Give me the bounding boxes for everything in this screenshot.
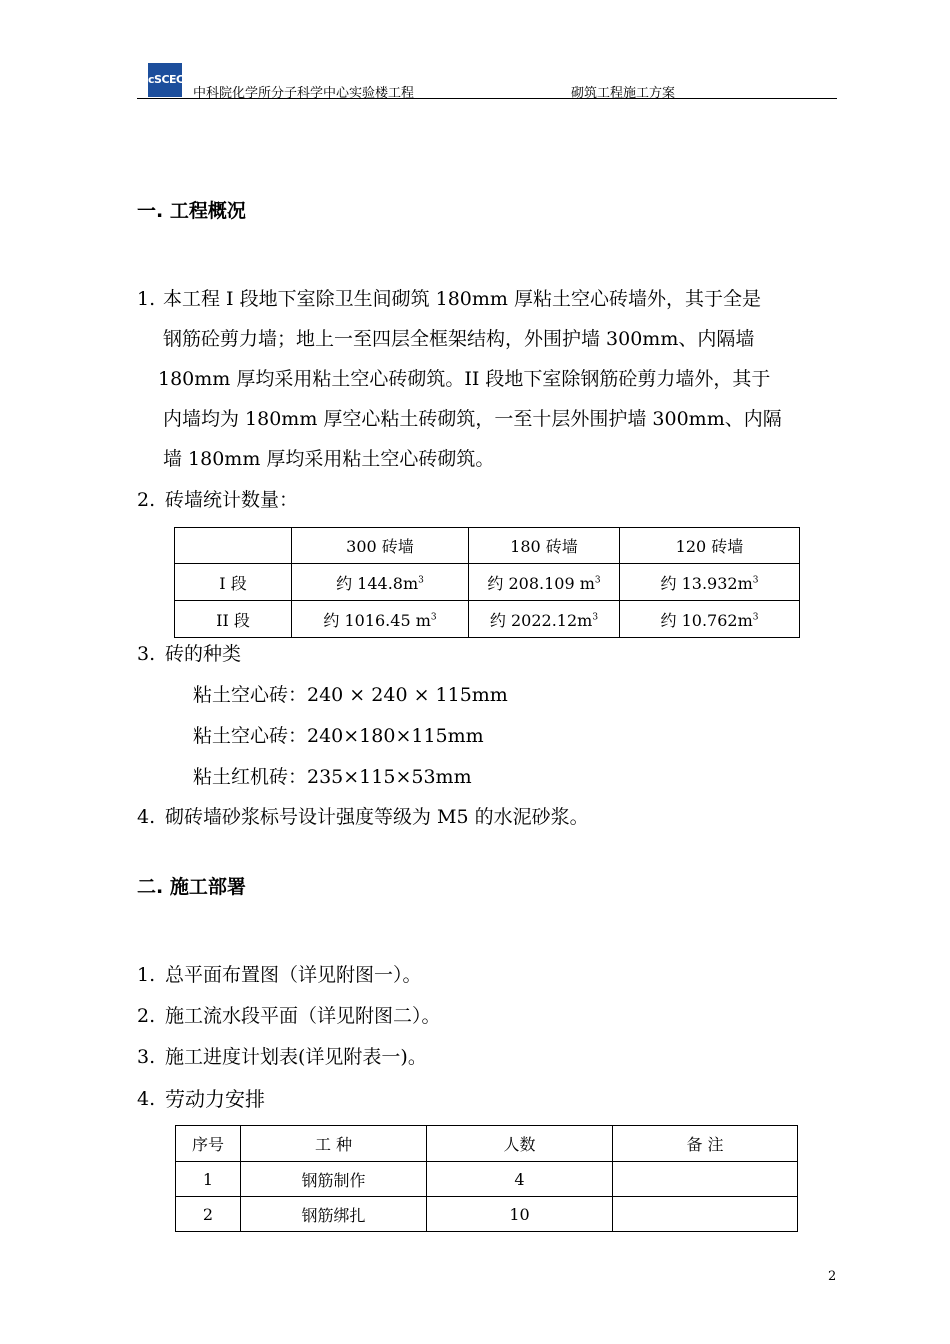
brick-type-3: 粘土红机砖：235×115×53mm xyxy=(193,766,472,788)
table-row-label: II 段 xyxy=(175,601,292,638)
item3-number: 3. xyxy=(137,643,156,665)
table-cell: 钢筋制作 xyxy=(241,1162,427,1197)
header-project-name: 中科院化学所分子科学中心实验楼工程 xyxy=(193,86,415,101)
table-header-cell: 120 砖墙 xyxy=(620,528,800,564)
s2-item-number: 1. xyxy=(137,964,156,986)
item1-number: 1. xyxy=(137,288,156,310)
section1-heading: 一. 工程概况 xyxy=(137,200,246,222)
table-row xyxy=(175,564,800,601)
table-cell: 约 $13.932m^3$ xyxy=(620,564,800,601)
labor-table xyxy=(175,1125,798,1232)
table-header-cell: 300 砖墙 xyxy=(292,528,469,564)
table-header-cell: 序号 xyxy=(176,1126,241,1162)
s2-item-number: 4. xyxy=(137,1088,156,1110)
header-doc-title: 砌筑工程施工方案 xyxy=(571,86,676,101)
brick-type-1: 粘土空心砖：240 × 240 × 115mm xyxy=(193,684,508,706)
s2-item-number: 3. xyxy=(137,1046,156,1068)
item1-line-4: 内墙均为 180mm 厚空心粘土砖砌筑，一至十层外围护墙 300mm、内隔 xyxy=(163,408,782,430)
table-cell: 2 xyxy=(176,1197,241,1232)
item3-text: 砖的种类 xyxy=(165,643,242,665)
section2-heading: 二. 施工部署 xyxy=(137,876,246,898)
item2-text: 砖墙统计数量： xyxy=(165,489,299,511)
table-header-cell: 备 注 xyxy=(613,1126,798,1162)
item2-number: 2. xyxy=(137,489,156,511)
table-cell: 约 208.109 $m^3$ xyxy=(469,564,620,601)
table-cell: 钢筋绑扎 xyxy=(241,1197,427,1232)
item4-text: 砌砖墙砂浆标号设计强度等级为 M5 的水泥砂浆。 xyxy=(165,806,589,828)
s2-item-number: 2. xyxy=(137,1005,156,1027)
table-header-cell: 工 种 xyxy=(241,1126,427,1162)
header-rule xyxy=(137,98,837,99)
page-number: 2 xyxy=(828,1269,837,1284)
table-cell: 约 1016.45 $m^3$ xyxy=(292,601,469,638)
s2-item-text: 总平面布置图（详见附图一）。 xyxy=(165,964,422,986)
table-cell: 约 $10.762m^3$ xyxy=(620,601,800,638)
table-cell: 约 $144.8m^3$ xyxy=(292,564,469,601)
item4-number: 4. xyxy=(137,806,156,828)
table-header-cell xyxy=(175,528,292,564)
table-row xyxy=(176,1162,798,1197)
company-logo: cSCEC xyxy=(148,63,182,97)
table-cell: 约 $2022.12m^3$ xyxy=(469,601,620,638)
table-header-cell: 人数 xyxy=(427,1126,613,1162)
item1-line-5: 墙 180mm 厚均采用粘土空心砖砌筑。 xyxy=(163,448,495,470)
s2-item-text: 施工流水段平面（详见附图二）。 xyxy=(165,1005,441,1027)
table-header-row xyxy=(175,528,800,564)
item1-line-2: 钢筋砼剪力墙；地上一至四层全框架结构，外围护墙 300mm、内隔墙 xyxy=(163,328,755,350)
table-cell xyxy=(613,1162,798,1197)
item1-line-3: 180mm 厚均采用粘土空心砖砌筑。II 段地下室除钢筋砼剪力墙外，其于 xyxy=(158,368,771,390)
brick-type-2: 粘土空心砖：240×180×115mm xyxy=(193,725,484,747)
table-row xyxy=(175,601,800,638)
table-header-row xyxy=(176,1126,798,1162)
table-cell xyxy=(613,1197,798,1232)
s2-item-text: 劳动力安排 xyxy=(165,1087,265,1111)
s2-item-text: 施工进度计划表(详见附表一)。 xyxy=(165,1046,427,1068)
brick-quantity-table xyxy=(174,527,800,638)
table-cell: 4 xyxy=(427,1162,613,1197)
table-row xyxy=(176,1197,798,1232)
item1-line-1: 本工程 I 段地下室除卫生间砌筑 180mm 厚粘土空心砖墙外，其于全是 xyxy=(163,288,761,310)
table-row-label: I 段 xyxy=(175,564,292,601)
item1-paragraph xyxy=(158,285,837,485)
table-cell: 10 xyxy=(427,1197,613,1232)
table-cell: 1 xyxy=(176,1162,241,1197)
table-header-cell: 180 砖墙 xyxy=(469,528,620,564)
